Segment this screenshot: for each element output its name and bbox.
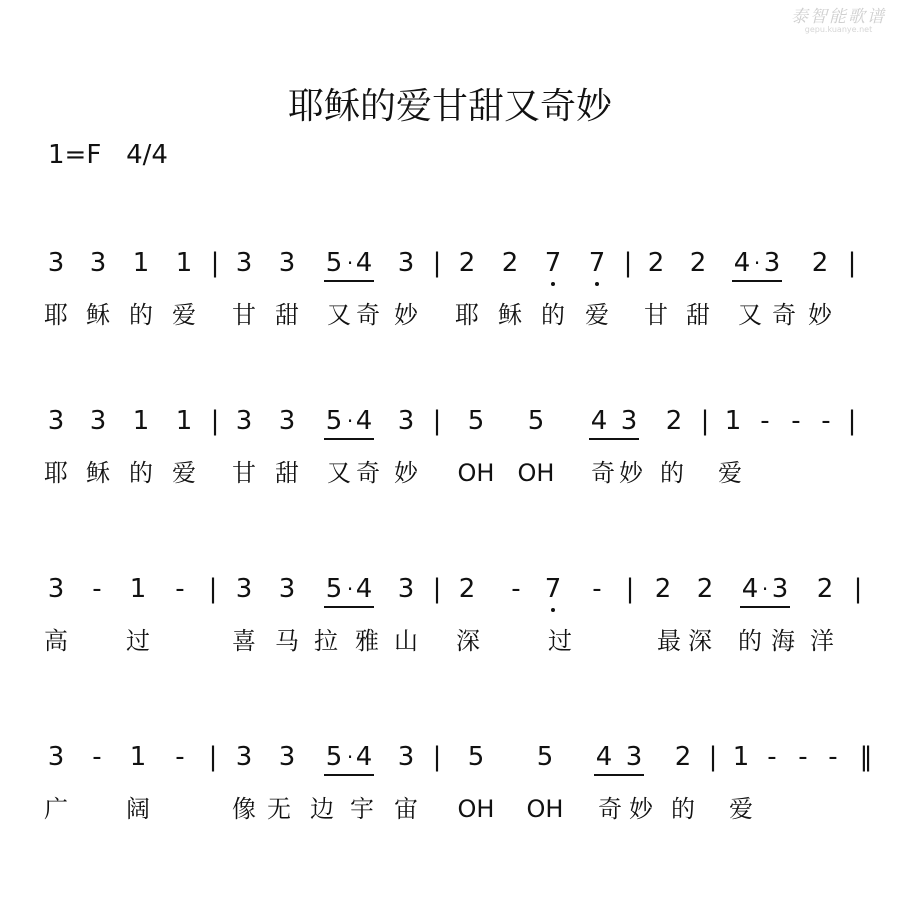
- lyric-syllable: 甘: [232, 459, 256, 487]
- lyric-syllable: 妙: [394, 301, 418, 329]
- note: 2: [816, 574, 834, 604]
- lyric-syllable: 甜: [275, 459, 299, 487]
- note: 5: [325, 248, 343, 278]
- barline: |: [623, 248, 633, 278]
- barline: |: [432, 248, 442, 278]
- augmentation-dot: ·: [753, 251, 761, 275]
- lyric-syllable: 广: [44, 795, 68, 823]
- lyric-syllable: 妙: [394, 459, 418, 487]
- note: 1: [129, 742, 147, 772]
- augmentation-dot: ·: [346, 251, 354, 275]
- note: 3: [620, 406, 638, 436]
- lyric-syllable: 稣: [86, 301, 110, 329]
- augmentation-dot: ·: [346, 409, 354, 433]
- note: 3: [235, 248, 253, 278]
- eighth-underline: [324, 438, 374, 440]
- note: 2: [689, 248, 707, 278]
- note: 3: [47, 406, 65, 436]
- eighth-underline: [324, 280, 374, 282]
- note: 3: [625, 742, 643, 772]
- dash: -: [798, 742, 808, 772]
- dash: -: [175, 574, 185, 604]
- note: 4: [733, 248, 751, 278]
- dash: -: [791, 406, 801, 436]
- lyric-syllable: 喜: [232, 627, 256, 655]
- barline: |: [847, 248, 857, 278]
- lyric-syllable: 洋: [810, 627, 834, 655]
- dash: -: [92, 574, 102, 604]
- barline: |: [208, 742, 218, 772]
- barline: |: [625, 574, 635, 604]
- note: 3: [278, 248, 296, 278]
- lyric-syllable: 奇: [356, 459, 380, 487]
- note: 3: [235, 742, 253, 772]
- lyric-syllable: 像: [232, 795, 256, 823]
- note: 2: [647, 248, 665, 278]
- note: 1: [175, 406, 193, 436]
- dash: -: [592, 574, 602, 604]
- note: 7: [588, 248, 606, 278]
- note: 1: [129, 574, 147, 604]
- lyric-syllable: 宙: [394, 795, 418, 823]
- note: 3: [235, 406, 253, 436]
- lyric-syllable: 宇: [350, 795, 374, 823]
- lyric-syllable: 甘: [644, 301, 668, 329]
- note: 3: [278, 742, 296, 772]
- lyric-syllable: 的: [660, 459, 684, 487]
- note: 4: [355, 574, 373, 604]
- barline: |: [210, 248, 220, 278]
- barline: |: [432, 574, 442, 604]
- note: 2: [654, 574, 672, 604]
- lyric-syllable: 奇: [598, 795, 622, 823]
- lyric-syllable: 妙: [619, 459, 643, 487]
- note: 2: [674, 742, 692, 772]
- song-title: 耶稣的爱甘甜又奇妙: [287, 86, 612, 127]
- note: 3: [47, 574, 65, 604]
- barline: |: [708, 742, 718, 772]
- note: 3: [89, 248, 107, 278]
- lyric-syllable: 阔: [126, 795, 150, 823]
- dash: -: [175, 742, 185, 772]
- low-octave-dot: [551, 608, 555, 612]
- note: 3: [47, 248, 65, 278]
- note: 5: [527, 406, 545, 436]
- eighth-underline: [594, 774, 644, 776]
- barline: |: [432, 742, 442, 772]
- lyric-syllable: 稣: [498, 301, 522, 329]
- barline: |: [700, 406, 710, 436]
- final-barline: ‖: [859, 742, 873, 772]
- eighth-underline: [740, 606, 790, 608]
- barline: |: [210, 406, 220, 436]
- note: 3: [47, 742, 65, 772]
- note: 1: [724, 406, 742, 436]
- eighth-underline: [732, 280, 782, 282]
- lyric-syllable: 海: [771, 627, 795, 655]
- lyric-syllable: 甜: [686, 301, 710, 329]
- note: 4: [590, 406, 608, 436]
- eighth-underline: [324, 606, 374, 608]
- lyric-syllable: 爱: [172, 301, 196, 329]
- lyric-syllable: 深: [688, 627, 712, 655]
- lyric-syllable: 高: [44, 627, 68, 655]
- note: 2: [811, 248, 829, 278]
- note: 4: [355, 406, 373, 436]
- eighth-underline: [589, 438, 639, 440]
- dash: -: [821, 406, 831, 436]
- note: 4: [741, 574, 759, 604]
- lyric-syllable: 耶: [44, 301, 68, 329]
- lyric-syllable: 边: [310, 795, 334, 823]
- note: 5: [536, 742, 554, 772]
- lyric-syllable: 的: [541, 301, 565, 329]
- lyric-syllable: 奇: [356, 301, 380, 329]
- note: 3: [397, 248, 415, 278]
- note: 1: [132, 406, 150, 436]
- note: 3: [397, 574, 415, 604]
- lyric-syllable: OH: [457, 795, 495, 823]
- augmentation-dot: ·: [346, 745, 354, 769]
- dash: -: [760, 406, 770, 436]
- lyric-syllable: 最: [657, 627, 681, 655]
- low-octave-dot: [595, 282, 599, 286]
- note: 2: [665, 406, 683, 436]
- barline: |: [853, 574, 863, 604]
- note: 3: [397, 406, 415, 436]
- eighth-underline: [324, 774, 374, 776]
- lyric-syllable: 又: [327, 301, 351, 329]
- watermark-logo: 泰智能歌谱: [791, 7, 886, 27]
- lyric-syllable: 稣: [86, 459, 110, 487]
- lyric-syllable: 马: [275, 627, 299, 655]
- lyric-syllable: 奇: [591, 459, 615, 487]
- key-signature: 1=F 4/4: [48, 140, 168, 170]
- note: 3: [763, 248, 781, 278]
- lyric-syllable: 的: [129, 459, 153, 487]
- note: 1: [175, 248, 193, 278]
- lyric-syllable: 雅: [355, 627, 379, 655]
- augmentation-dot: ·: [346, 577, 354, 601]
- barline: |: [432, 406, 442, 436]
- note: 7: [544, 248, 562, 278]
- note: 3: [397, 742, 415, 772]
- lyric-syllable: 爱: [172, 459, 196, 487]
- barline: |: [208, 574, 218, 604]
- note: 2: [501, 248, 519, 278]
- watermark-url: gepu.kuanye.net: [804, 25, 873, 34]
- lyric-syllable: 过: [548, 627, 572, 655]
- note: 1: [732, 742, 750, 772]
- lyric-syllable: OH: [517, 459, 555, 487]
- dash: -: [767, 742, 777, 772]
- barline: |: [847, 406, 857, 436]
- lyric-syllable: 爱: [729, 795, 753, 823]
- lyric-syllable: 又: [738, 301, 762, 329]
- note: 1: [132, 248, 150, 278]
- note: 5: [325, 574, 343, 604]
- note: 3: [771, 574, 789, 604]
- note: 2: [458, 574, 476, 604]
- lyric-syllable: 拉: [314, 627, 338, 655]
- lyric-syllable: 甘: [232, 301, 256, 329]
- lyric-syllable: OH: [457, 459, 495, 487]
- lyric-syllable: 耶: [44, 459, 68, 487]
- note: 4: [595, 742, 613, 772]
- note: 3: [89, 406, 107, 436]
- dash: -: [511, 574, 521, 604]
- note: 4: [355, 248, 373, 278]
- lyric-syllable: 妙: [629, 795, 653, 823]
- lyric-syllable: 爱: [718, 459, 742, 487]
- note: 2: [458, 248, 476, 278]
- lyric-syllable: 的: [671, 795, 695, 823]
- dash: -: [92, 742, 102, 772]
- note: 5: [467, 406, 485, 436]
- lyric-syllable: 的: [129, 301, 153, 329]
- lyric-syllable: 又: [327, 459, 351, 487]
- lyric-syllable: 过: [126, 627, 150, 655]
- note: 3: [235, 574, 253, 604]
- note: 5: [325, 406, 343, 436]
- note: 7: [544, 574, 562, 604]
- note: 4: [355, 742, 373, 772]
- note: 5: [467, 742, 485, 772]
- lyric-syllable: 无: [267, 795, 291, 823]
- low-octave-dot: [551, 282, 555, 286]
- lyric-syllable: OH: [526, 795, 564, 823]
- note: 2: [696, 574, 714, 604]
- lyric-syllable: 爱: [585, 301, 609, 329]
- lyric-syllable: 深: [456, 627, 480, 655]
- lyric-syllable: 奇: [772, 301, 796, 329]
- lyric-syllable: 的: [738, 627, 762, 655]
- lyric-syllable: 妙: [808, 301, 832, 329]
- note: 3: [278, 574, 296, 604]
- lyric-syllable: 耶: [455, 301, 479, 329]
- augmentation-dot: ·: [761, 577, 769, 601]
- note: 5: [325, 742, 343, 772]
- lyric-syllable: 山: [394, 627, 418, 655]
- lyric-syllable: 甜: [275, 301, 299, 329]
- note: 3: [278, 406, 296, 436]
- watermark: [791, 2, 886, 34]
- dash: -: [828, 742, 838, 772]
